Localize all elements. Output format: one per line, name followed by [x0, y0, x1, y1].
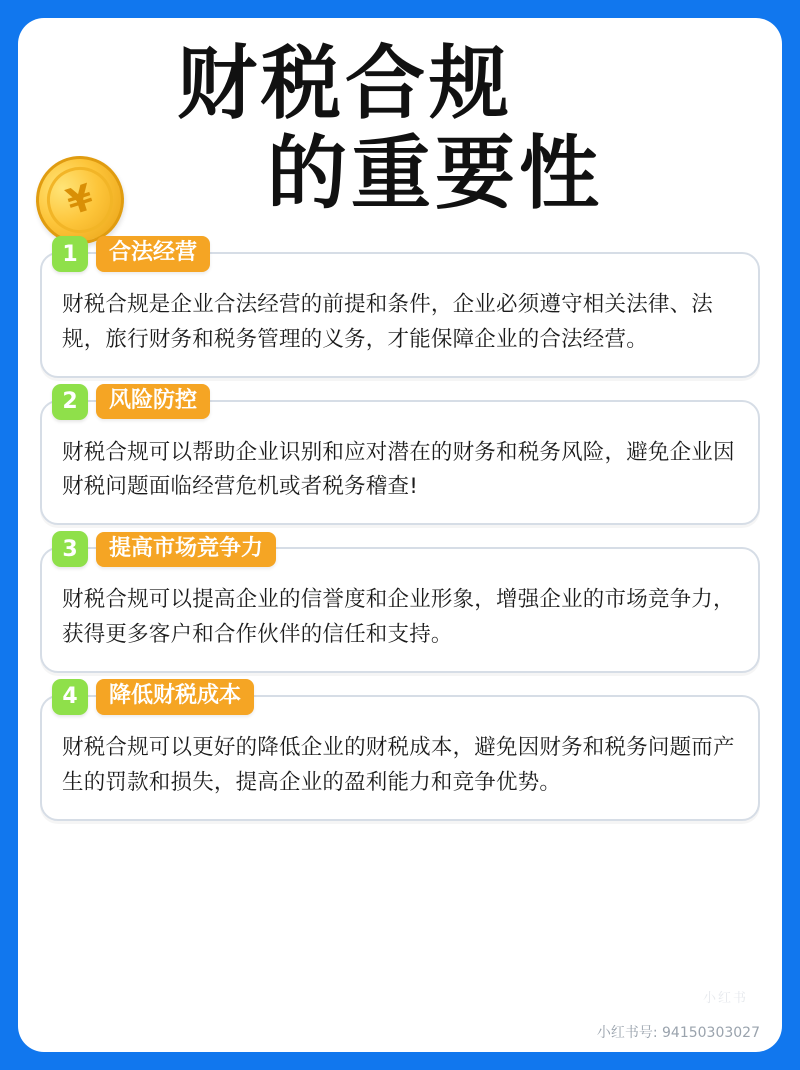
item-tag-label: 提高市场竞争力 — [96, 532, 276, 567]
item-text: 财税合规可以更好的降低企业的财税成本，避免因财务和税务问题而产生的罚款和损失，提高企业的盈利能力和竞争优势。 — [62, 734, 735, 795]
watermark: 小红书 — [702, 991, 748, 1006]
poster-card — [18, 18, 782, 1052]
list-item-header — [52, 384, 210, 420]
list-item — [40, 535, 760, 673]
list-item — [40, 683, 760, 821]
item-tag-label: 降低财税成本 — [96, 679, 254, 714]
item-number-badge: 1 — [52, 236, 88, 272]
title-block — [18, 18, 782, 246]
list-item-header — [52, 679, 254, 715]
item-text: 财税合规是企业合法经营的前提和条件，企业必须遵守相关法律、法规，旅行财务和税务管理的义务，才能保障企业的合法经营。 — [62, 292, 714, 352]
item-tag-label: 风险防控 — [96, 384, 210, 419]
account-id-footer: 小红书号: 94150303027 — [596, 1025, 760, 1041]
list-item-header — [52, 531, 276, 567]
item-tag-label: 合法经营 — [96, 236, 210, 271]
item-number-badge: 3 — [52, 531, 88, 567]
list-item — [40, 388, 760, 526]
item-number-badge: 2 — [52, 384, 88, 420]
page-title-line-2: 的重要性 — [267, 127, 603, 220]
page-title-line-1: 财税合规 — [177, 37, 513, 130]
list-item-header — [52, 236, 210, 272]
list-item — [40, 240, 760, 378]
item-text: 财税合规可以提高企业的信誉度和企业形象，增强企业的市场竞争力，获得更多客户和合作伙伴的信任和支持。 — [62, 587, 735, 648]
point-list — [18, 240, 782, 821]
item-number-badge: 4 — [52, 679, 88, 715]
coin-symbol: ¥ — [61, 176, 99, 224]
item-text: 财税合规可以帮助企业识别和应对潜在的财务和税务风险，避免企业因财税问题面临经营危机或者税务稽查! — [62, 439, 735, 500]
